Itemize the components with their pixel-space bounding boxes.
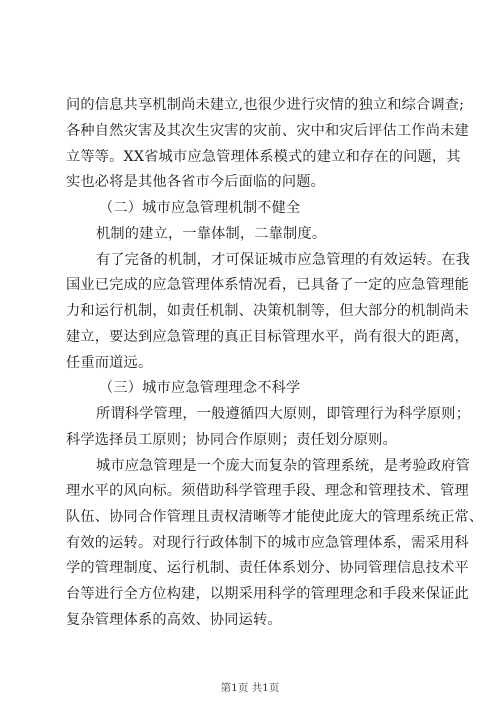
- page-footer: 第1页 共1页: [220, 682, 280, 694]
- body-line: 复杂管理体系的高效、协同运转。: [66, 612, 282, 628]
- body-line: 立等等。XX省城市应急管理体系模式的建立和存在的问题，其: [66, 149, 461, 165]
- body-line: 理水平的风向标。须借助科学管理手段、理念和管理技术、管理: [66, 483, 469, 499]
- body-line: 所谓科学管理，一般遵循四大原则，即管理行为科学原则；: [96, 406, 471, 422]
- body-line: 建立，要达到应急管理的真正目标管理水平，尚有很大的距离，: [66, 329, 469, 345]
- body-line: 科学选择员工原则；协同合作原则；责任划分原则。: [66, 432, 397, 448]
- section-heading: （二）城市应急管理机制不健全: [99, 200, 301, 216]
- body-line: 有效的运转。对现行行政体制下的城市应急管理体系，需采用科: [66, 535, 469, 551]
- body-line: 台等进行全方位构建，以期采用科学的管理理念和手段来保证此: [66, 586, 469, 602]
- body-line: 学的管理制度、运行机制、责任体系划分、协同管理信息技术平: [66, 560, 469, 576]
- body-line: 问的信息共享机制尚未建立,也很少进行灾情的独立和综合调查;: [66, 97, 465, 113]
- body-line: 各种自然灾害及其次生灾害的灾前、灾中和灾后评估工作尚未建: [66, 123, 469, 139]
- body-line: 机制的建立，一靠体制，二靠制度。: [96, 226, 327, 242]
- body-line: 实也必将是其他各省市今后面临的问题。: [66, 174, 325, 190]
- section-heading: （三）城市应急管理理念不科学: [99, 380, 301, 396]
- body-line: 国业已完成的应急管理体系情况看，已具备了一定的应急管理能: [66, 277, 469, 293]
- body-line: 任重而道远。: [66, 355, 153, 371]
- body-line: 队伍、协同合作管理且责权清晰等才能使此庞大的管理系统正常、: [66, 509, 484, 525]
- body-line: 力和运行机制，如责任机制、决策机制等，但大部分的机制尚未: [66, 303, 469, 319]
- body-line: 城市应急管理是一个庞大而复杂的管理系统，是考验政府管: [96, 458, 471, 474]
- body-line: 有了完备的机制，才可保证城市应急管理的有效运转。在我: [96, 252, 471, 268]
